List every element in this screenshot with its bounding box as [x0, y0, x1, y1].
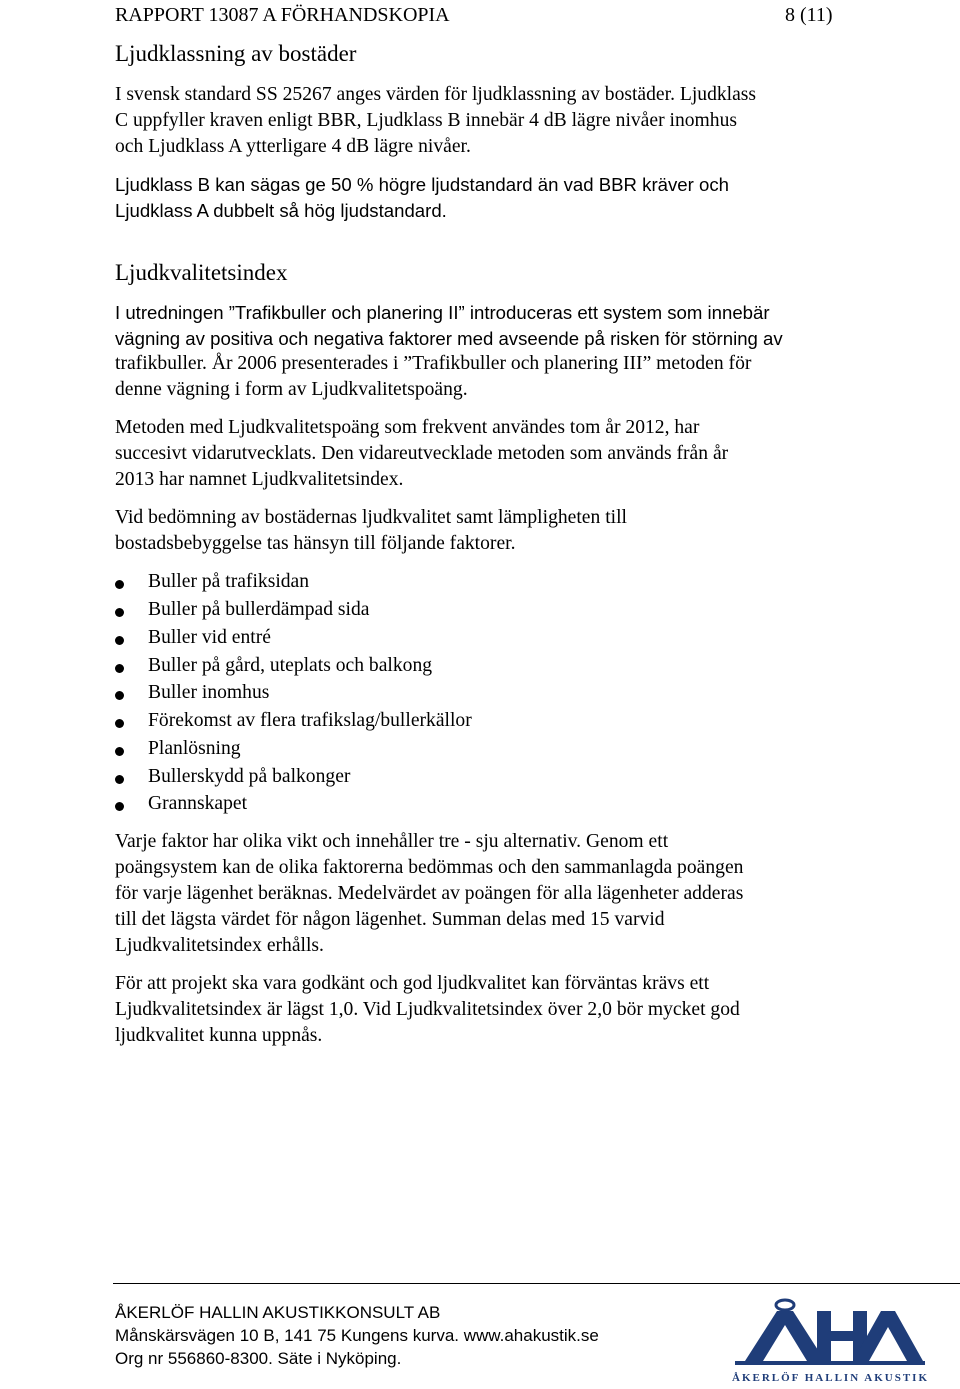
paragraph-line: Ljudklass A dubbelt så hög ljudstandard.	[115, 200, 447, 221]
paragraph-line: I utredningen ”Trafikbuller och planering II” introduceras ett system som innebär	[115, 302, 770, 323]
bullet-icon	[115, 775, 124, 784]
section-heading-ljudkvalitetsindex: Ljudkvalitetsindex	[115, 260, 288, 285]
list-item: Buller inomhus	[148, 682, 270, 703]
paragraph-line: och Ljudklass A ytterligare 4 dB lägre nivåer.	[115, 136, 471, 157]
paragraph-line: till det lägsta värdet för någon lägenhet. Summan delas med 15 varvid	[115, 909, 665, 930]
bullet-icon	[115, 719, 124, 728]
paragraph-line: Varje faktor har olika vikt och innehåller tre - sju alternativ. Genom ett	[115, 831, 669, 852]
list-item: Förekomst av flera trafikslag/bullerkällor	[148, 710, 472, 731]
paragraph-line: Vid bedömning av bostädernas ljudkvalitet samt lämpligheten till	[115, 507, 627, 528]
aha-logo-icon	[735, 1297, 925, 1371]
paragraph-line: vägning av positiva och negativa faktorer med avseende på risken för störning av	[115, 328, 783, 349]
paragraph-line: I svensk standard SS 25267 anges värden för ljudklassning av bostäder. Ljudklass	[115, 84, 757, 105]
paragraph-line: Ljudkvalitetsindex är lägst 1,0. Vid Ljudkvalitetsindex över 2,0 bör mycket god	[115, 999, 740, 1020]
bullet-icon	[115, 608, 124, 617]
list-item: Grannskapet	[148, 793, 248, 814]
paragraph-line: trafikbuller. År 2006 presenterades i ”Trafikbuller och planering III” metoden för	[115, 353, 752, 374]
list-item: Buller på bullerdämpad sida	[148, 599, 370, 620]
paragraph-line: 2013 har namnet Ljudkvalitetsindex.	[115, 469, 404, 490]
paragraph-line: Ljudklass B kan sägas ge 50 % högre ljudstandard än vad BBR kräver och	[115, 174, 729, 195]
bullet-icon	[115, 802, 124, 811]
paragraph-line: För att projekt ska vara godkänt och god ljudkvalitet kan förväntas krävs ett	[115, 973, 710, 994]
footer-org: Org nr 556860-8300. Säte i Nyköping.	[115, 1349, 402, 1368]
page-number: 8 (11)	[785, 4, 833, 26]
bullet-icon	[115, 691, 124, 700]
paragraph-line: Ljudkvalitetsindex erhålls.	[115, 935, 324, 956]
paragraph-line: bostadsbebyggelse tas hänsyn till följande faktorer.	[115, 533, 516, 554]
footer-address: Månskärsvägen 10 B, 141 75 Kungens kurva. www.ahakustik.se	[115, 1326, 599, 1345]
bullet-icon	[115, 580, 124, 589]
report-title: RAPPORT 13087 A FÖRHANDSKOPIA	[115, 4, 450, 26]
logo-caption: ÅKERLÖF HALLIN AKUSTIK	[732, 1372, 930, 1384]
paragraph-line: poängsystem kan de olika faktorerna bedömmas och den sammanlagda poängen	[115, 857, 744, 878]
paragraph-line: C uppfyller kraven enligt BBR, Ljudklass B innebär 4 dB lägre nivåer inomhus	[115, 110, 737, 131]
footer-company: ÅKERLÖF HALLIN AKUSTIKKONSULT AB	[115, 1303, 441, 1322]
list-item: Buller på gård, uteplats och balkong	[148, 655, 433, 676]
list-item: Planlösning	[148, 738, 241, 759]
list-item: Buller på trafiksidan	[148, 571, 310, 592]
section-heading-ljudklassning: Ljudklassning av bostäder	[115, 41, 357, 66]
footer-divider	[113, 1283, 960, 1284]
paragraph-line: Metoden med Ljudkvalitetspoäng som frekvent användes tom år 2012, har	[115, 417, 700, 438]
list-item: Buller vid entré	[148, 627, 271, 648]
bullet-icon	[115, 636, 124, 645]
company-logo	[735, 1297, 925, 1371]
paragraph-line: denne vägning i form av Ljudkvalitetspoäng.	[115, 379, 468, 400]
bullet-icon	[115, 747, 124, 756]
paragraph-line: ljudkvalitet kunna uppnås.	[115, 1025, 323, 1046]
list-item: Bullerskydd på balkonger	[148, 766, 351, 787]
bullet-icon	[115, 664, 124, 673]
paragraph-line: succesivt vidarutvecklats. Den vidareutvecklade metoden som används från år	[115, 443, 729, 464]
paragraph-line: för varje lägenhet beräknas. Medelvärdet av poängen för alla lägenheter adderas	[115, 883, 744, 904]
